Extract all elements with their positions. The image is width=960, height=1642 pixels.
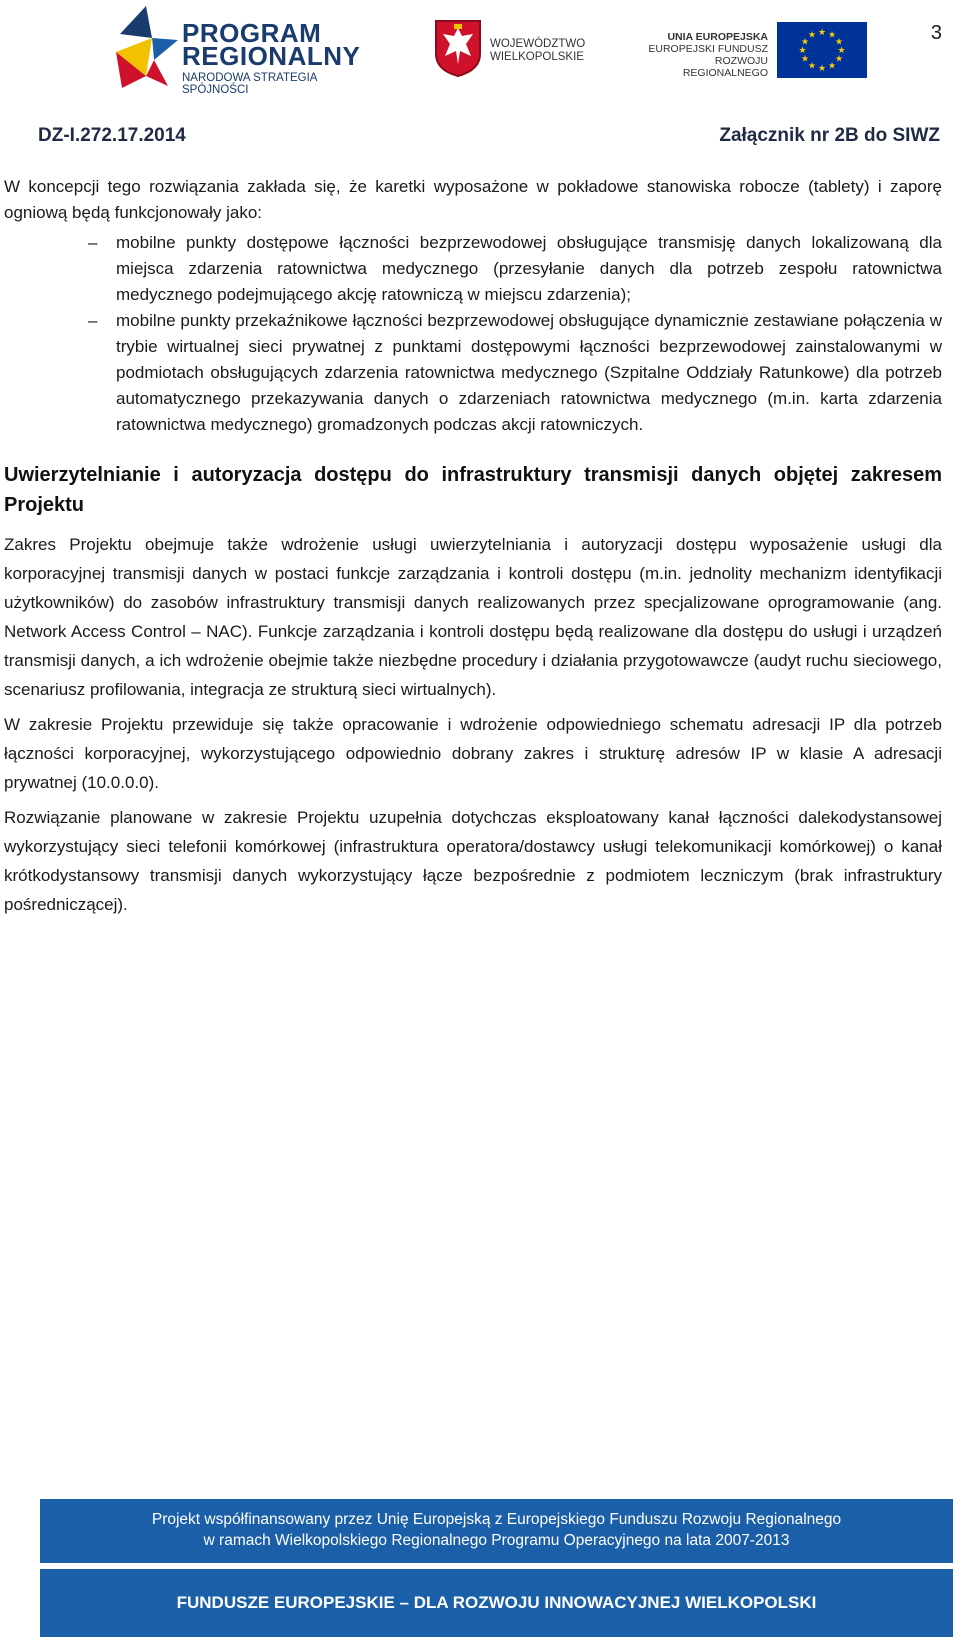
region-logo-line-1: WOJEWÓDZTWO	[490, 38, 586, 50]
svg-text:★: ★	[834, 54, 844, 65]
svg-text:★: ★	[800, 54, 810, 65]
footer-cofinancing-banner	[40, 1499, 953, 1563]
footer-slogan: FUNDUSZE EUROPEJSKIE – DLA ROZWOJU INNOWACYJNEJ WIELKOPOLSKI	[176, 1593, 817, 1612]
svg-text:★: ★	[827, 30, 837, 41]
eu-stars-icon	[777, 22, 867, 78]
body-paragraph: Zakres Projektu obejmuje także wdrożenie usługi uwierzytelniania i autoryzacji dostępu wyposażenie usługi dla korporacyjnej transmisji danych w postaci funkcje zarządzania i kontroli dostępu (m.in. jednolity mechanizm identyfikacji użytkowników) do zasobów infrastruktury transmisji danych realizowanych przez specjalizowane oprogramowanie (ang. Network Access Control – NAC). Funkcje zarządzania i kontroli dostępu będą realizowane dla dostępu do usługi i urządzeń transmisji danych, a ich wdrożenie obejmie także niezbędne procedury i działania przygotowawcze (audyt ruchu sieciowego, scenariusz profilowania, integracja ze strukturą sieci wirtualnych).	[4, 535, 942, 699]
svg-text:★: ★	[827, 61, 837, 72]
footer-line-1: Projekt współfinansowany przez Unię Europejską z Europejskiego Funduszu Rozwoju Regionalnego	[151, 1511, 842, 1528]
svg-text:★: ★	[834, 37, 844, 48]
footer-line-2: w ramach Wielkopolskiego Regionalnego Programu Operacyjnego na lata 2007-2013	[203, 1532, 790, 1549]
list-item	[88, 230, 942, 308]
eu-logo-line-2: EUROPEJSKI FUNDUSZ	[648, 43, 768, 55]
bullet-text: mobilne punkty przekaźnikowe łączności bezprzewodowej obsługujące dynamicznie zestawiane połączenia w trybie wirtualnej sieci prywatnej z punktami dostępowymi łączności bezprzewodowej zainstalowanymi w podmiotach obsługujących zdarzenia ratownictwa medycznego (Szpitalne Oddziały Ratunkowe) dla potrzeb automatycznego przekazywania danych o zdarzeniach ratownictwa medycznego (m.in. karta zdarzenia ratownictwa medycznego) gromadzonych podczas akcji ratowniczych.	[116, 311, 942, 434]
body-paragraph: W zakresie Projektu przewiduje się także opracowanie i wdrożenie odpowiedniego schematu adresacji IP dla potrzeb łączności korporacyjnej, wykorzystującego odpowiednio dobrany zakres i strukturę adresów IP w klasie A adresacji prywatnej (10.0.0.0).	[4, 715, 942, 792]
program-regionalny-logo	[112, 4, 382, 96]
region-logo-line-2: WIELKOPOLSKIE	[490, 51, 584, 63]
svg-text:★: ★	[800, 37, 810, 48]
program-logo-title-1: PROGRAM	[182, 18, 322, 48]
svg-text:★: ★	[817, 28, 827, 38]
dash-bullet-icon: –	[88, 233, 98, 252]
list-item	[88, 308, 942, 438]
bullet-list	[4, 230, 942, 438]
svg-text:★: ★	[807, 30, 817, 41]
eu-logo-line-3: ROZWOJU REGIONALNEGO	[682, 55, 768, 79]
svg-text:★: ★	[798, 46, 807, 56]
dash-bullet-icon: –	[88, 311, 98, 330]
eagle-crest-icon	[433, 18, 483, 78]
document-body	[4, 174, 942, 925]
document-reference: DZ-I.272.17.2014	[38, 125, 186, 146]
program-logo-title-2: REGIONALNY	[182, 41, 361, 71]
footer-slogan-banner	[40, 1569, 953, 1637]
bullet-text: mobilne punkty dostępowe łączności bezprzewodowej obsługujące transmisję danych lokalizowaną dla miejsca zdarzenia ratownictwa medycznego (przesyłanie danych dla potrzeb zespołu ratownictwa medycznego podejmującego akcję ratowniczą w miejscu zdarzenia);	[116, 233, 942, 304]
page-number: 3	[930, 22, 942, 44]
eu-logo	[630, 20, 870, 80]
annex-label: Załącznik nr 2B do SIWZ	[719, 125, 940, 146]
svg-text:★: ★	[817, 64, 827, 74]
eu-logo-line-1: UNIA EUROPEJSKA	[667, 31, 768, 43]
eu-flag-icon	[777, 22, 867, 78]
program-star-icon	[112, 4, 180, 90]
svg-text:★: ★	[837, 46, 846, 56]
program-logo-subtitle: NARODOWA STRATEGIA SPÓJNOŚCI	[182, 72, 317, 96]
wielkopolskie-logo	[433, 18, 593, 82]
section-heading: Uwierzytelnianie i autoryzacja dostępu do infrastruktury transmisji danych objętej zakresem Projektu	[4, 464, 942, 516]
body-paragraph: Rozwiązanie planowane w zakresie Projektu uzupełnia dotychczas eksploatowany kanał łączności dalekodystansowej wykorzystujący sieci telefonii komórkowej (infrastruktura operatora/dostawcy usługi telekomunikacji komórkowej) o kanał krótkodystansowy transmisji danych wykorzystujący łącze bezpośrednie z podmiotem leczniczym (brak infrastruktury pośredniczącej).	[4, 808, 942, 914]
intro-paragraph: W koncepcji tego rozwiązania zakłada się, że karetki wyposażone w pokładowe stanowiska robocze (tablety) i zaporę ogniową będą funkcjonowały jako:	[4, 177, 942, 222]
svg-text:★: ★	[807, 61, 817, 72]
